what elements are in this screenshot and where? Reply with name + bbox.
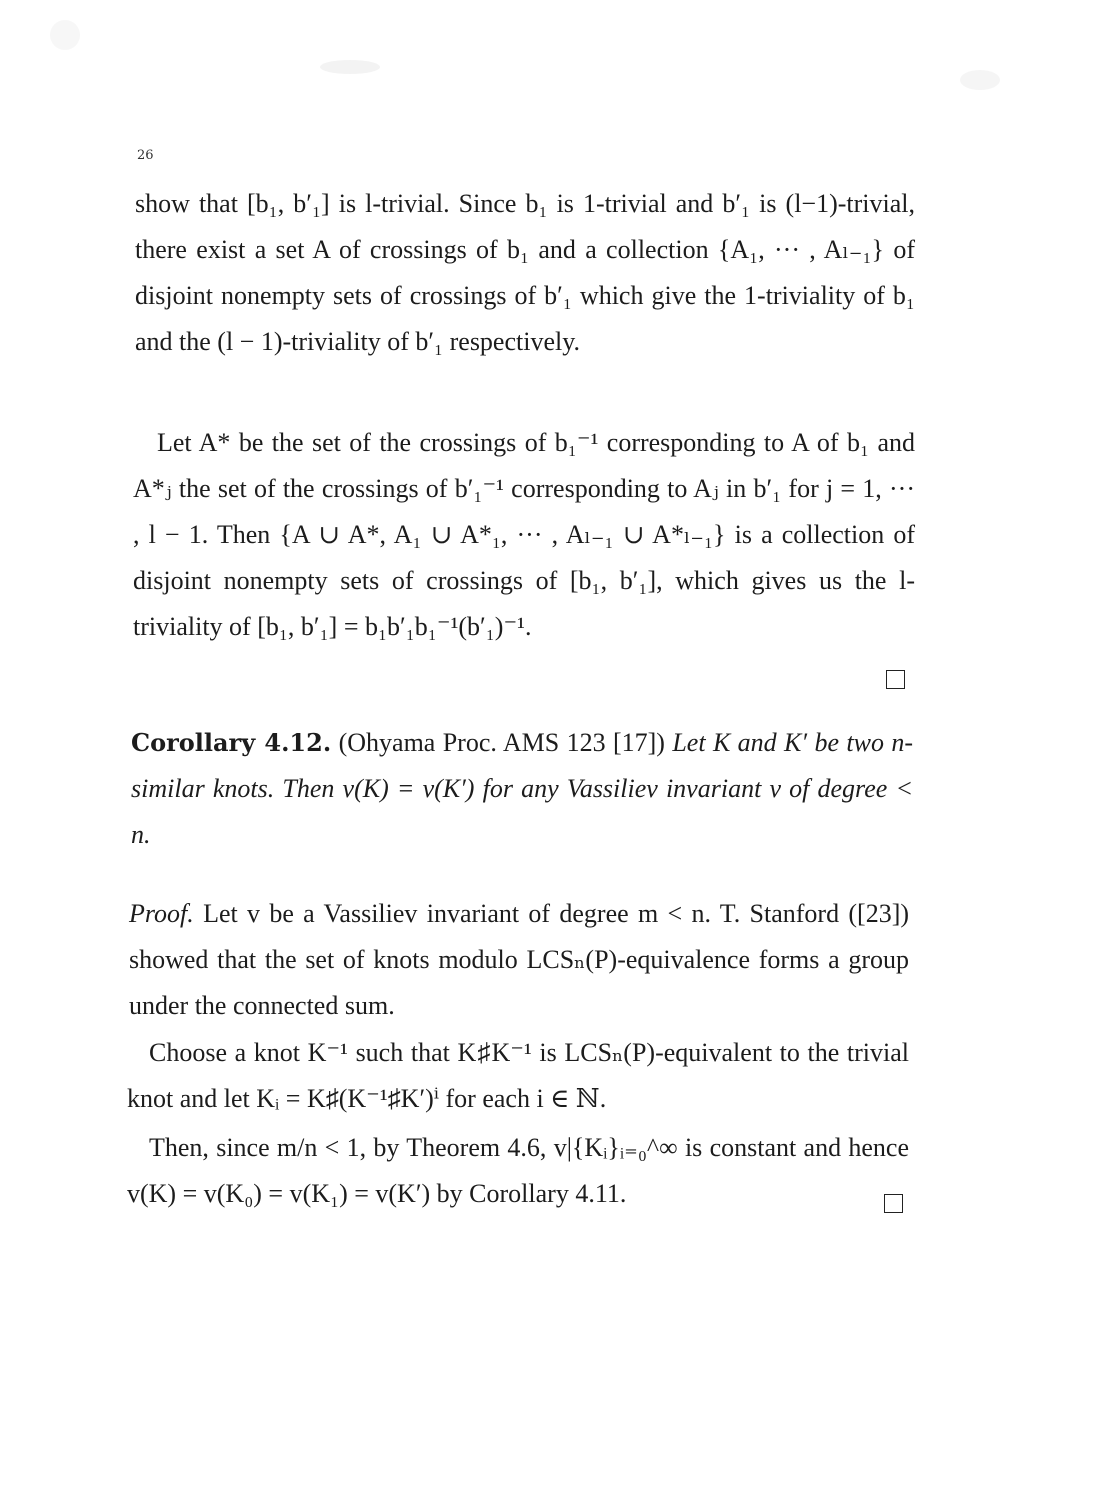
scan-speck [960, 70, 1000, 90]
proof-paragraph-2: Choose a knot K⁻¹ such that K♯K⁻¹ is LCSₙ(P)-equivalent to the trivial knot and let Kᵢ = K♯(K⁻¹♯K′)ⁱ for each i ∈ ℕ. [127, 1038, 909, 1113]
page-number: 26 [137, 148, 154, 163]
corollary-citation: (Ohyama Proc. AMS 123 [17]) [338, 728, 665, 757]
paragraph-proof-continuation: show that [b₁, b′₁] is l-trivial. Since b₁ is 1-trivial and b′₁ is (l−1)-trivial, there exist a set A of crossings of b₁ and a collection {A₁, ··· , Aₗ₋₁} of disjoint nonempty sets of crossings of b′₁ which give the 1-triviality of b₁ and the (l − 1)-triviality of b′₁ respectively. [135, 189, 915, 356]
proof-label: Proof. [129, 899, 194, 928]
proof-text-1: Let v be a Vassiliev invariant of degree m < n. T. Stanford ([23]) showed that the set of knots modulo LCSₙ(P)-equivalence forms a group under the connected sum. [129, 899, 910, 1020]
corollary-4-12 [131, 720, 913, 858]
qed-symbol-1 [886, 670, 905, 689]
proof-paragraph-1 [129, 891, 909, 1029]
scan-speck [50, 20, 80, 50]
paragraph-construction: Let A* be the set of the crossings of b₁⁻¹ corresponding to A of b₁ and A*ⱼ the set of the crossings of b′₁⁻¹ corresponding to Aⱼ in b′₁ for j = 1, ··· , l − 1. Then {A ∪ A*, A₁ ∪ A*₁, ··· , Aₗ₋₁ ∪ A*ₗ₋₁} is a collection of disjoint nonempty sets of crossings of [b₁, b′₁], which gives us the l-triviality of [b₁, b′₁] = b₁b′₁b₁⁻¹(b′₁)⁻¹. [133, 428, 915, 641]
qed-symbol-2 [884, 1194, 903, 1213]
scan-speck [320, 60, 380, 74]
corollary-statement: Let K and K′ be two n-similar knots. Then v(K) = v(K′) for any Vassiliev invariant v of degree < n. [131, 728, 914, 849]
corollary-label: Corollary 4.12. [131, 728, 332, 757]
proof-paragraph-3: Then, since m/n < 1, by Theorem 4.6, v|{Kᵢ}ᵢ₌₀^∞ is constant and hence v(K) = v(K₀) = v(K₁) = v(K′) by Corollary 4.11. [127, 1133, 909, 1208]
